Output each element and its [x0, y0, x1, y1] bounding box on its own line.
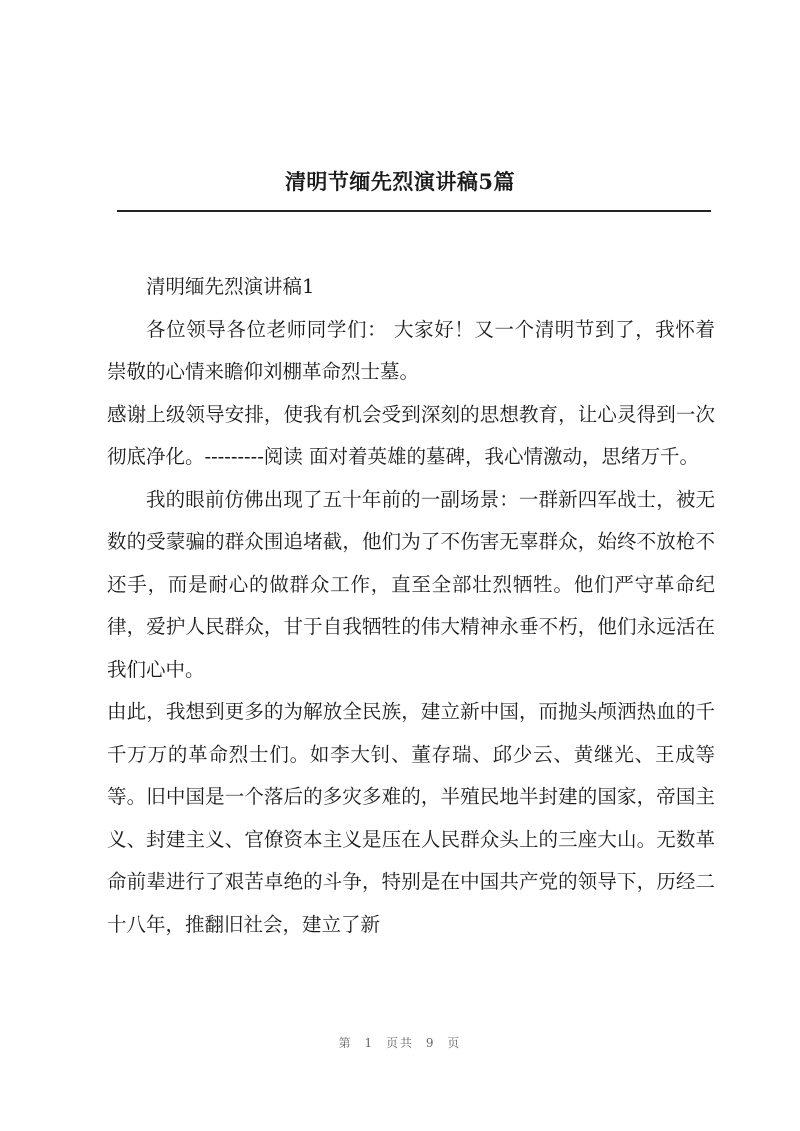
paragraph-martyrs: 由此，我想到更多的为解放全民族，建立新中国，而抛头颅洒热血的千千万万的革命烈士们。如李大钊、董存瑞、邱少云、黄继光、王成等等。旧中国是一个落后的多灾多难的，半殖民地半封建的国家，帝国主义、封建主义、官僚资本主义是压在人民群众头上的三座大山。无数革命前辈进行了艰苦卓绝的斗争，特别是在中国共产党的领导下，历经二十八年，推翻旧社会，建立了新 — [107, 700, 715, 936]
paragraph-heading: 清明缅先烈演讲稿1 — [146, 275, 315, 298]
footer-current-page: 1 — [364, 1036, 375, 1050]
title-divider — [117, 210, 711, 212]
page-footer — [0, 1034, 800, 1051]
footer-label-of: 页共 — [385, 1036, 414, 1050]
paragraph-scene: 我的眼前仿佛出现了五十年前的一副场景：一群新四军战士，被无数的受蒙骗的群众围追堵截，他们为了不伤害无辜群众，始终不放枪不还手，而是耐心的做群众工作，直至全部壮烈牺牲。他们严守革命纪律，爱护人民群众，甘于自我牺牲的伟大精神永垂不朽，他们永远活在我们心中。 — [107, 487, 715, 681]
paragraph-thanks: 感谢上级领导安排，使我有机会受到深刻的思想教育，让心灵得到一次彻底净化。---------阅读 面对着英雄的墓碑，我心情激动，思绪万千。 — [107, 402, 715, 468]
footer-label-end: 页 — [447, 1036, 462, 1050]
paragraph-greeting: 各位领导各位老师同学们： 大家好！又一个清明节到了，我怀着崇敬的心情来瞻仰刘棚革命烈士墓。 — [107, 317, 715, 383]
document-body — [107, 266, 715, 946]
document-title: 清明节缅先烈演讲稿5篇 — [284, 169, 516, 194]
footer-label-page: 第 — [338, 1036, 353, 1050]
footer-total-pages: 9 — [425, 1036, 436, 1050]
